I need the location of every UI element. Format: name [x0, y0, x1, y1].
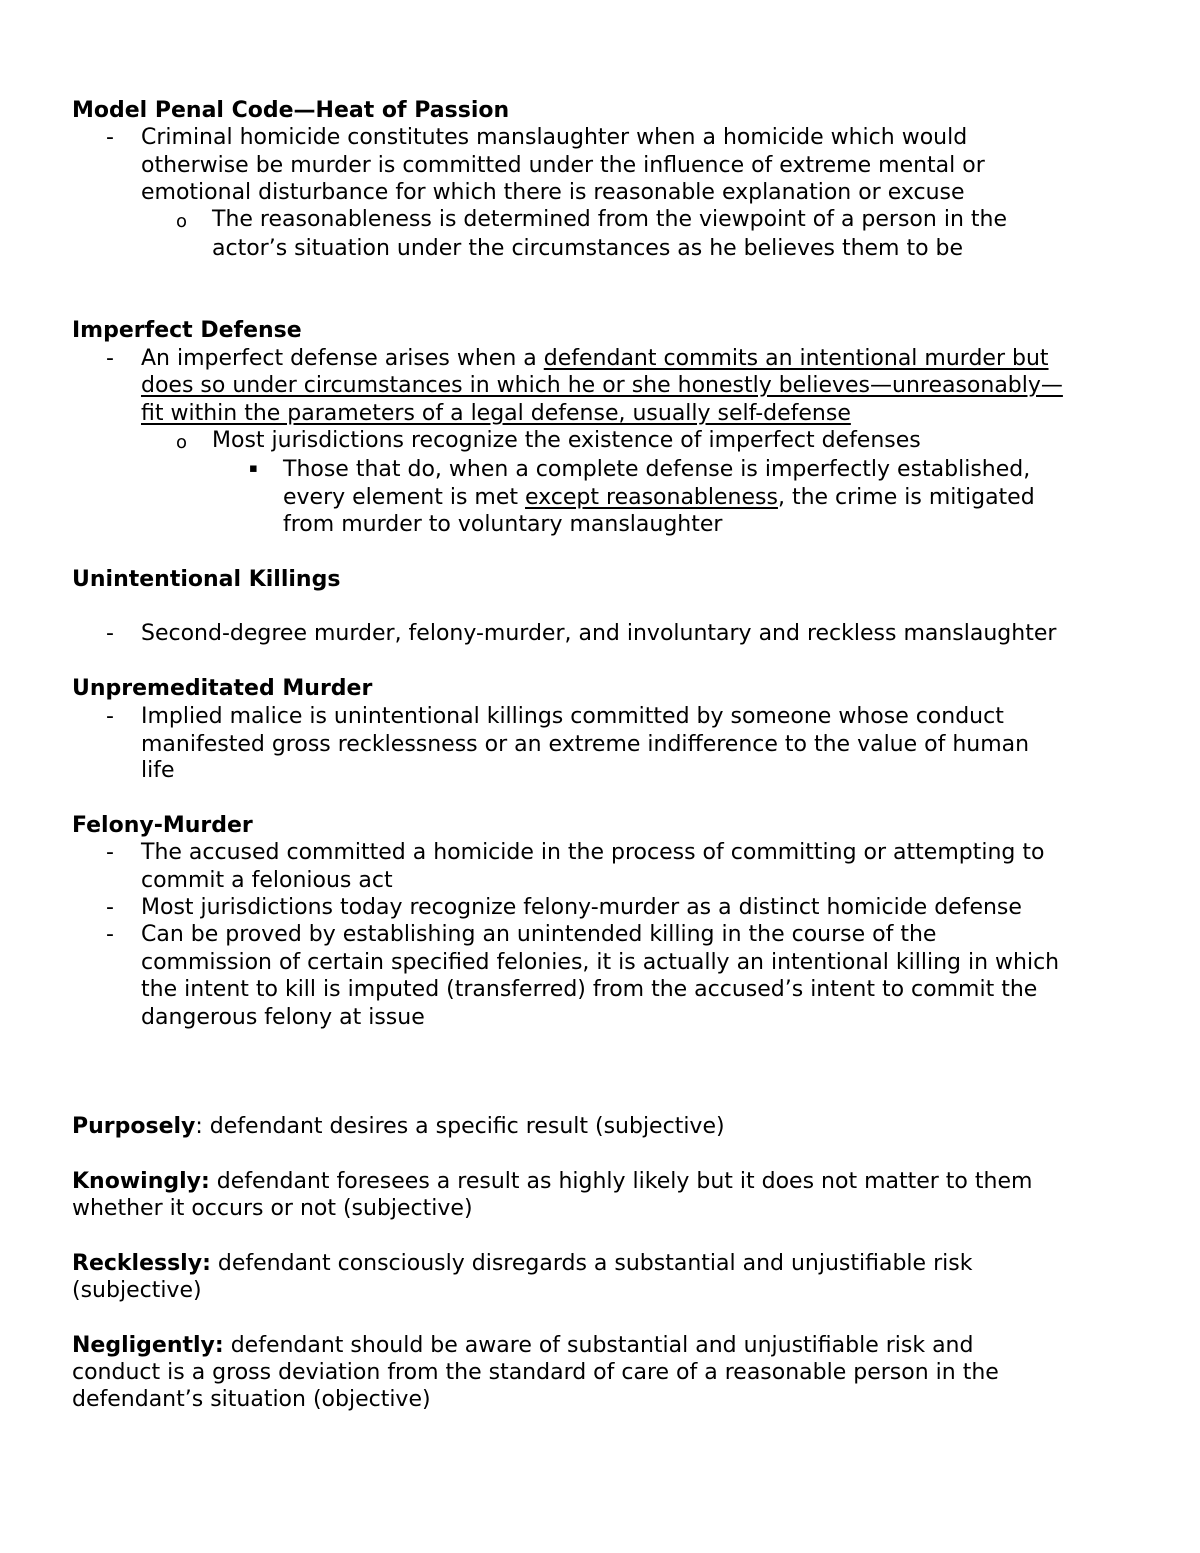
sub-sub-bullet-text-line: from murder to voluntary manslaughter — [283, 512, 723, 537]
definition-term: Recklessly: — [72, 1251, 211, 1276]
underlined-text-line: does so under circumstances in which he or she honestly believes—unreasonably— — [141, 373, 1063, 398]
bullet-text-line: life — [141, 758, 175, 783]
definition-recklessly — [72, 1250, 972, 1277]
bullet-square: ▪ — [249, 461, 258, 476]
underlined-text: defendant commits an intentional murder but — [543, 346, 1049, 371]
bullet-text-line: manifested gross recklessness or an extreme indifference to the value of human — [141, 732, 1030, 757]
plain-text: An imperfect defense arises when a — [141, 346, 544, 371]
section-heading-felony-murder: Felony-Murder — [72, 813, 253, 838]
sub-sub-bullet-text-line: Those that do, when a complete defense is imperfectly established, — [283, 457, 1031, 482]
bullet-text-line: Most jurisdictions today recognize felony-murder as a distinct homicide defense — [141, 895, 1022, 920]
definition-term: Negligently: — [72, 1333, 224, 1358]
bullet-dash: - — [106, 125, 114, 150]
definition-purposely — [72, 1113, 725, 1140]
bullet-circle: o — [176, 432, 188, 453]
bullet-dash: - — [106, 346, 114, 371]
underlined-text: except reasonableness — [525, 485, 778, 510]
definition-text-line: (subjective) — [72, 1278, 202, 1303]
definition-term: Purposely — [72, 1114, 196, 1139]
bullet-dash: - — [106, 895, 114, 920]
bullet-text-line: Implied malice is unintentional killings committed by someone whose conduct — [141, 704, 1004, 729]
section-heading-imperfect-defense: Imperfect Defense — [72, 318, 302, 343]
bullet-text-line: commit a felonious act — [141, 868, 393, 893]
bullet-text-line — [141, 345, 1049, 372]
definition-text: : defendant desires a specific result (subjective) — [195, 1114, 725, 1139]
bullet-text-line: Can be proved by establishing an unintended killing in the course of the — [141, 922, 937, 947]
bullet-text-line: the intent to kill is imputed (transferred) from the accused’s intent to commit the — [141, 977, 1038, 1002]
plain-text: every element is met — [283, 485, 526, 510]
section-heading-unintentional-killings: Unintentional Killings — [72, 567, 341, 592]
definition-text: defendant should be aware of substantial and unjustifiable risk and — [223, 1333, 974, 1358]
definition-text-line: whether it occurs or not (subjective) — [72, 1196, 473, 1221]
underlined-text-line: fit within the parameters of a legal defense, usually self-defense — [141, 401, 851, 426]
bullet-text-line: Criminal homicide constitutes manslaughter when a homicide which would — [141, 125, 968, 150]
bullet-circle: o — [176, 211, 188, 232]
plain-text: , the crime is mitigated — [777, 485, 1035, 510]
bullet-text-line: The accused committed a homicide in the process of committing or attempting to — [141, 840, 1045, 865]
bullet-dash: - — [106, 704, 114, 729]
sub-bullet-text-line: actor’s situation under the circumstances as he believes them to be — [212, 236, 964, 261]
sub-bullet-text-line: The reasonableness is determined from the viewpoint of a person in the — [212, 207, 1007, 232]
definition-text-line: conduct is a gross deviation from the standard of care of a reasonable person in the — [72, 1360, 999, 1385]
section-heading-heat-of-passion: Model Penal Code—Heat of Passion — [72, 98, 510, 123]
definition-negligently — [72, 1332, 973, 1359]
definition-term: Knowingly: — [72, 1169, 210, 1194]
sub-bullet-text-line: Most jurisdictions recognize the existence of imperfect defenses — [212, 428, 921, 453]
definition-text: defendant foresees a result as highly likely but it does not matter to them — [209, 1169, 1033, 1194]
bullet-text-line: otherwise be murder is committed under the influence of extreme mental or — [141, 153, 985, 178]
bullet-dash: - — [106, 621, 114, 646]
definition-text: defendant consciously disregards a substantial and unjustifiable risk — [210, 1251, 973, 1276]
bullet-text-line: commission of certain specified felonies, it is actually an intentional killing in which — [141, 950, 1060, 975]
bullet-dash: - — [106, 922, 114, 947]
bullet-text-line: emotional disturbance for which there is reasonable explanation or excuse — [141, 180, 965, 205]
definition-knowingly — [72, 1168, 1032, 1195]
bullet-text-line: dangerous felony at issue — [141, 1005, 425, 1030]
bullet-dash: - — [106, 840, 114, 865]
section-heading-unpremeditated-murder: Unpremeditated Murder — [72, 676, 373, 701]
sub-sub-bullet-text-line — [283, 484, 1035, 511]
bullet-text-line: Second-degree murder, felony-murder, and involuntary and reckless manslaughter — [141, 621, 1057, 646]
definition-text-line: defendant’s situation (objective) — [72, 1387, 431, 1412]
